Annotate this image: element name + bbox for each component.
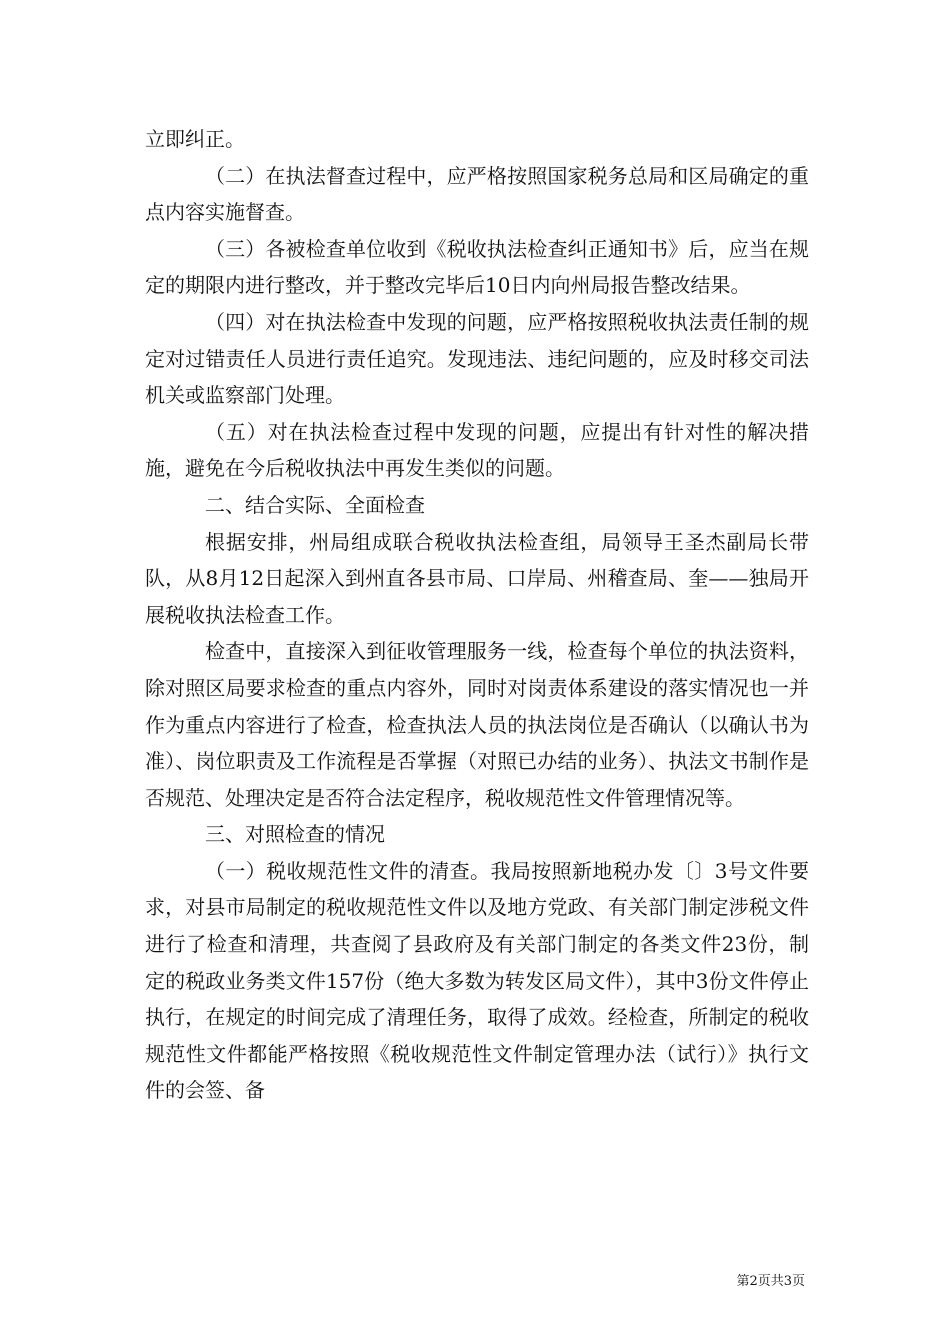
section-heading-2: 二、结合实际、全面检查 [205, 492, 425, 517]
section-heading-3: 三、对照检查的情况 [205, 822, 385, 847]
paragraph-8: 检查中，直接深入到征收管理服务一线，检查每个单位的执法资料，除对照区局要求检查的重点内容外，同时对岗责体系建设的落实情况也一并作为重点内容进行了检查，检查执法人员的执法岗位是否确认（以确认书为准）、岗位职责及工作流程是否掌握（对照已办结的业务）、执法文书制作是否规范、处理决定是否符合法定程序，税收规范性文件管理情况等。 [145, 639, 809, 810]
paragraph-3: （三）各被检查单位收到《税收执法检查纠正通知书》后，应当在规定的期限内进行整改，并于整改完毕后10日内向州局报告整改结果。 [145, 236, 809, 298]
paragraph-5: （五）对在执法检查过程中发现的问题，应提出有针对性的解决措施，避免在今后税收执法中再发生类似的问题。 [145, 419, 809, 481]
paragraph-10: （一）税收规范性文件的清查。我局按照新地税办发〔〕3号文件要求，对县市局制定的税收规范性文件以及地方党政、有关部门制定涉税文件进行了检查和清理，共查阅了县政府及有关部门制定的各类文件23份，制定的税政业务类文件157份（绝大多数为转发区局文件），其中3份文件停止执行，在规定的时间完成了清理任务，取得了成效。经检查，所制定的税收规范性文件都能严格按照《税收规范性文件制定管理办法（试行）》执行文件的会签、备 [145, 858, 809, 1103]
paragraph-1: 立即纠正。 [145, 127, 245, 151]
document-body [145, 121, 809, 1109]
paragraph-7: 根据安排，州局组成联合税收执法检查组，局领导王圣杰副局长带队，从8月12日起深入到州直各县市局、口岸局、州稽查局、奎——独局开展税收执法检查工作。 [145, 529, 809, 627]
paragraph-4: （四）对在执法检查中发现的问题，应严格按照税收执法责任制的规定对过错责任人员进行责任追究。发现违法、违纪问题的，应及时移交司法机关或监察部门处理。 [145, 309, 809, 408]
paragraph-2: （二）在执法督查过程中，应严格按照国家税务总局和区局确定的重点内容实施督查。 [145, 163, 809, 225]
page-number: 第2页共3页 [736, 1274, 805, 1289]
